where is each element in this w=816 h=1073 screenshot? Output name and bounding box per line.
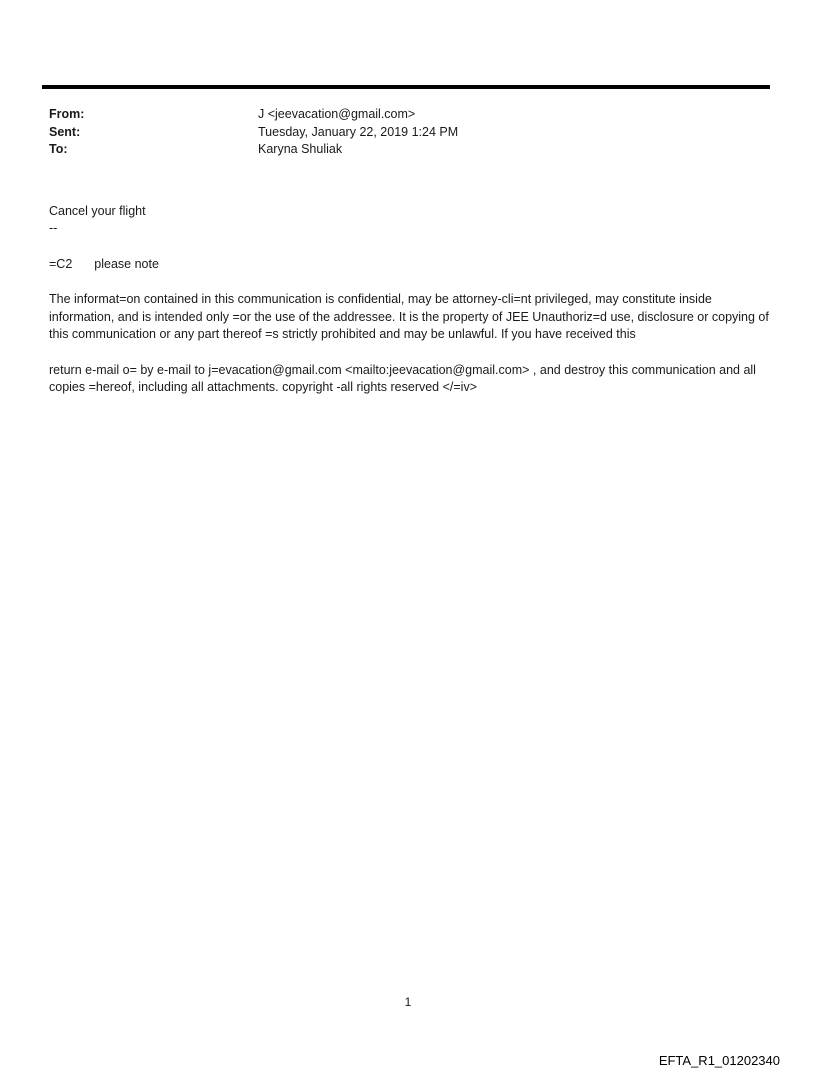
disclaimer-paragraph-1: The informat=on contained in this communication is confidential, may be attorney-cli=nt privileged, may constitute inside information, and is intended only =or the use of the addressee. It is the property of JEE Unauthoriz=d use, disclosure or copying of this communication or any part thereof =s strictly prohibited and may be unlawful. If you have received this [49,292,769,341]
to-label: To: [49,142,68,156]
sent-label: Sent: [49,124,81,139]
note-text: please note [94,256,159,271]
subject-line: Cancel your flight [49,203,146,218]
to-value: Karyna Shuliak [258,142,343,156]
header-row-sent [49,124,769,142]
note-line [49,256,769,274]
signature-divider: -- [49,221,58,235]
header-row-to [49,141,769,159]
note-prefix: =C2 [49,256,73,271]
header-divider-rule [42,85,770,89]
from-label: From: [49,107,85,121]
header-row-from [49,106,769,124]
sent-value: Tuesday, January 22, 2019 1:24 PM [258,124,459,139]
disclaimer-paragraph-2: return e-mail o= by e-mail to j=evacation@gmail.com <mailto:jeevacation@gmail.com> , and destroy this communication and all copies =hereof, including all attachments. copyright -all rights reserved </=iv> [49,362,756,394]
bates-number: EFTA_R1_01202340 [658,1053,780,1068]
page-number: 1 [404,995,412,1009]
document-content [49,106,769,397]
from-value: J <jeevacation@gmail.com> [258,107,416,121]
